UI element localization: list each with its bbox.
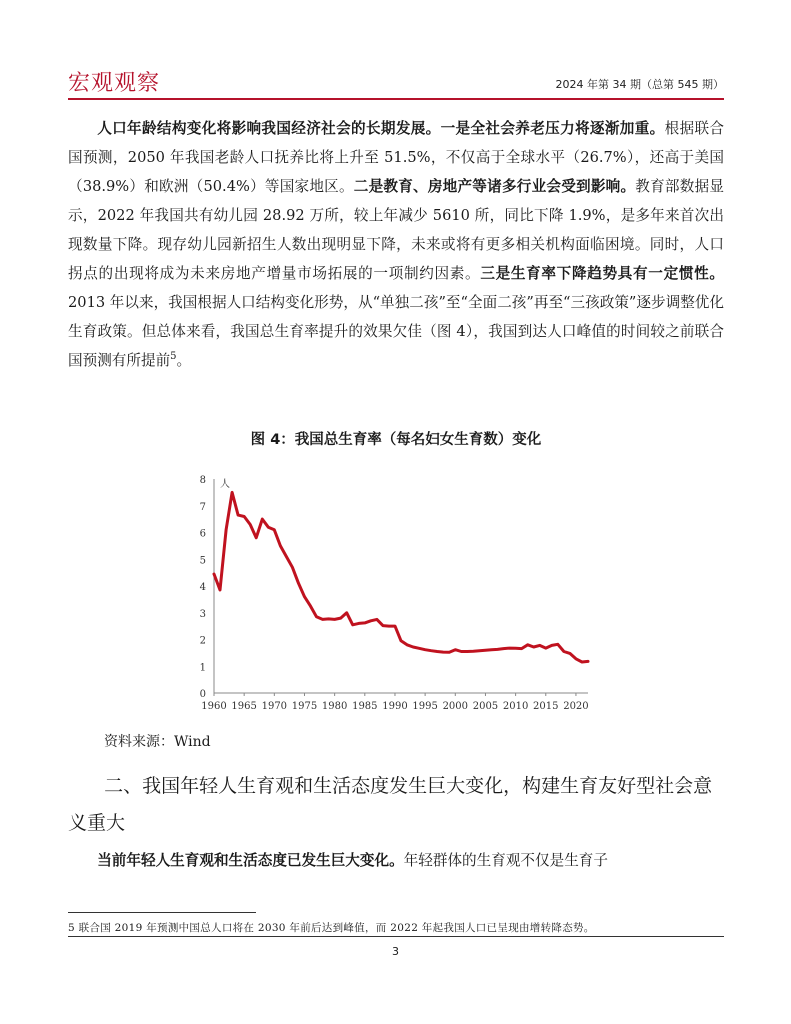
y-tick-label: 5 — [199, 555, 206, 567]
data-point — [316, 616, 317, 617]
x-tick-label: 1995 — [412, 701, 438, 712]
data-point — [515, 648, 516, 649]
data-point — [340, 618, 341, 619]
page-number: 3 — [392, 945, 399, 958]
data-point — [256, 537, 257, 538]
data-point — [358, 623, 359, 624]
data-point — [581, 661, 582, 662]
bold-lead-3: 三是生育率下降趋势具有一定惯性。 — [480, 265, 724, 282]
footer-divider — [68, 936, 724, 937]
data-point — [575, 658, 576, 659]
body-paragraph-2 — [68, 846, 724, 875]
data-point — [238, 515, 239, 516]
data-point — [376, 619, 377, 620]
data-point — [527, 644, 528, 645]
data-point — [292, 567, 293, 568]
section-heading: 二、我国年轻人生育观和生活态度发生巨大变化，构建生育友好型社会意义重大 — [68, 775, 713, 834]
issue-number: 2024 年第 34 期（总第 545 期） — [555, 78, 724, 91]
data-point — [509, 647, 510, 648]
data-point — [418, 648, 419, 649]
header-divider — [68, 98, 724, 100]
data-point — [551, 645, 552, 646]
data-point — [461, 651, 462, 652]
data-point — [412, 646, 413, 647]
data-point — [244, 516, 245, 517]
data-point — [557, 644, 558, 645]
data-point — [346, 612, 347, 613]
x-tick-label: 2005 — [472, 701, 499, 712]
x-tick-label: 1975 — [291, 701, 318, 712]
data-point — [437, 651, 438, 652]
data-point — [388, 626, 389, 627]
data-point — [503, 648, 504, 649]
data-point — [449, 652, 450, 653]
text-end: 。 — [176, 352, 192, 369]
data-point — [443, 651, 444, 652]
data-point — [322, 619, 323, 620]
x-tick-label: 1960 — [201, 701, 227, 712]
data-point — [485, 650, 486, 651]
data-point — [310, 605, 311, 606]
data-point — [225, 529, 226, 530]
text-1: 根据联合国预测，2050 年我国老龄人口抚养比将上升至 51.5%，不仅高于全球水平（26.7%），还高于美国（38.9%）和欧洲（50.4%）等国家地区。 — [68, 120, 724, 195]
data-point — [394, 626, 395, 627]
y-tick-label: 2 — [199, 635, 206, 647]
data-point — [280, 545, 281, 546]
data-point — [533, 646, 534, 647]
data-point — [491, 649, 492, 650]
data-point — [250, 524, 251, 525]
data-point — [274, 529, 275, 530]
x-tick-label: 1980 — [321, 701, 348, 712]
x-tick-label: 1970 — [261, 701, 288, 712]
text-3: 2013 年以来，我国根据人口结构变化形势，从“单独二孩”至“全面二孩”再至“三孩政策”逐步调整优化生育政策。但总体来看，我国总生育率提升的效果欠佳（图 4），我国到达人口峰值的时间较之前联合国预测有所提前 — [68, 294, 724, 369]
text-2: 教育部数据显示，2022 年我国共有幼儿园 28.92 万所，较上年减少 5610 所，同比下降 1.9%，是多年来首次出现数量下降。现存幼儿园新招生人数出现明显下降，未来或将有更多相关机构面临困境。同时，人口拐点的出现将成为未来房地产增量市场拓展的一项制约因素。 — [68, 178, 724, 282]
fertility-rate-chart — [190, 467, 600, 717]
footnote: 5 联合国 2019 年预测中国总人口将在 2030 年前后达到峰值，而 2022 年起我国人口已呈现由增转降态势。 — [68, 922, 595, 934]
y-tick-label: 0 — [199, 689, 206, 700]
data-point — [370, 620, 371, 621]
footnote-divider — [68, 912, 256, 913]
data-point — [497, 649, 498, 650]
x-tick-label: 2015 — [533, 701, 559, 712]
data-point — [467, 651, 468, 652]
data-point — [587, 661, 588, 662]
x-tick-label: 2020 — [563, 701, 589, 712]
x-tick-label: 1985 — [352, 701, 378, 712]
data-point — [406, 644, 407, 645]
text-4: 年轻群体的生育观不仅是生育子 — [403, 852, 608, 869]
y-tick-label: 4 — [199, 582, 206, 593]
data-point — [334, 619, 335, 620]
x-tick-label: 2000 — [442, 701, 469, 712]
data-point — [563, 651, 564, 652]
data-point — [286, 556, 287, 557]
bold-lead-1: 人口年龄结构变化将影响我国经济社会的长期发展。一是全社会养老压力将逐渐加重。 — [97, 120, 665, 137]
data-point — [431, 650, 432, 651]
data-point — [521, 648, 522, 649]
footnote-ref[interactable]: 5 — [170, 351, 177, 363]
data-point — [328, 618, 329, 619]
x-tick-label: 2010 — [502, 701, 529, 712]
data-point — [479, 650, 480, 651]
data-point — [219, 589, 220, 590]
y-tick-label: 3 — [199, 608, 206, 620]
data-point — [298, 583, 299, 584]
y-tick-label: 7 — [199, 501, 206, 513]
data-point — [545, 647, 546, 648]
data-point — [364, 622, 365, 623]
bold-lead-2: 二是教育、房地产等诸多行业会受到影响。 — [353, 178, 636, 195]
data-point — [213, 573, 214, 574]
x-tick-label: 1965 — [231, 701, 257, 712]
publication-brand: 宏观观察 — [68, 71, 161, 96]
data-point — [352, 624, 353, 625]
page-header — [68, 66, 724, 98]
figure-title: 图 4：我国总生育率（每名妇女生育数）变化 — [250, 432, 542, 448]
unit-label: 人 — [220, 479, 230, 490]
data-point — [262, 519, 263, 520]
y-tick-label: 6 — [199, 528, 206, 540]
data-point — [304, 596, 305, 597]
y-tick-label: 8 — [199, 475, 206, 486]
data-point — [400, 640, 401, 641]
data-point — [231, 492, 232, 493]
data-point — [473, 651, 474, 652]
x-tick-label: 1990 — [382, 701, 408, 712]
bold-lead-4: 当前年轻人生育观和生活态度已发生巨大变化。 — [97, 852, 404, 869]
body-paragraph-1 — [68, 114, 724, 375]
y-tick-label: 1 — [199, 662, 206, 674]
data-point — [425, 649, 426, 650]
fertility-rate-line — [214, 492, 588, 662]
data-point — [569, 653, 570, 654]
data-point — [382, 625, 383, 626]
figure-source: 资料来源：Wind — [104, 734, 211, 750]
data-point — [539, 645, 540, 646]
data-point — [455, 649, 456, 650]
data-point — [268, 527, 269, 528]
